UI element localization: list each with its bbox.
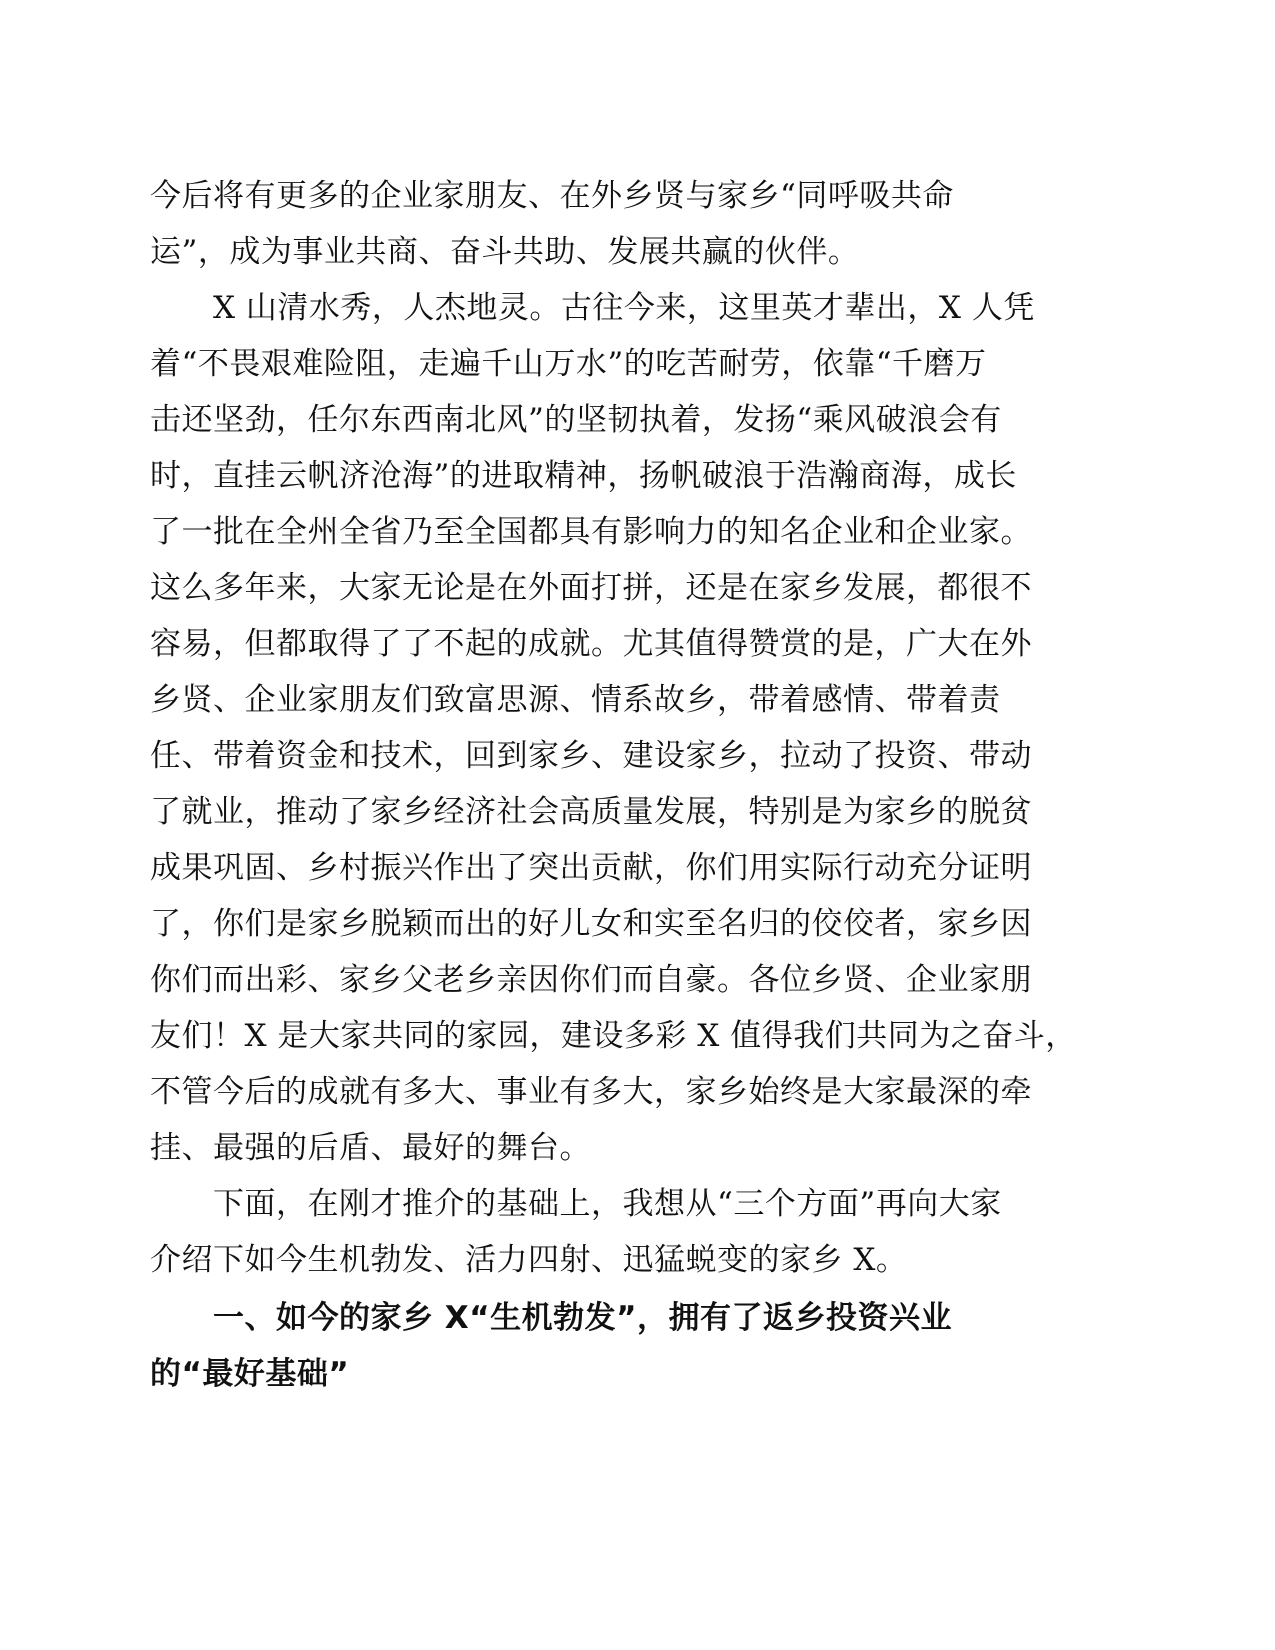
text-line: 容易，但都取得了了不起的成就。尤其值得赞赏的是，广大在外 bbox=[150, 626, 1032, 662]
text-line: X 山清水秀，人杰地灵。古往今来，这里英才辈出，X 人凭 bbox=[213, 290, 1035, 326]
text-line: 友们！X 是大家共同的家园，建设多彩 X 值得我们共同为之奋斗， bbox=[150, 1018, 1077, 1054]
section-heading bbox=[150, 1290, 1050, 1402]
text-line: 了一批在全州全省乃至全国都具有影响力的知名企业和企业家。 bbox=[150, 514, 1032, 550]
text-line: 击还坚劲，任尔东西南北风”的坚韧执着，发扬“乘风破浪会有 bbox=[150, 402, 1002, 438]
text-line: 下面，在刚才推介的基础上，我想从“三个方面”再向大家 bbox=[213, 1186, 1002, 1222]
text-line: 运”，成为事业共商、奋斗共助、发展共赢的伙伴。 bbox=[150, 234, 860, 270]
text-line: 成果巩固、乡村振兴作出了突出贡献，你们用实际行动充分证明 bbox=[150, 850, 1032, 886]
text-line: 这么多年来，大家无论是在外面打拼，还是在家乡发展，都很不 bbox=[150, 570, 1032, 606]
paragraph bbox=[150, 1176, 1050, 1288]
text-line: 你们而出彩、家乡父老乡亲因你们而自豪。各位乡贤、企业家朋 bbox=[150, 962, 1032, 998]
text-line: 着“不畏艰难险阻，走遍千山万水”的吃苦耐劳，依靠“千磨万 bbox=[150, 346, 987, 382]
document-page bbox=[150, 168, 1077, 1402]
paragraph bbox=[150, 168, 1050, 280]
text-line: 了，你们是家乡脱颖而出的好儿女和实至名归的佼佼者，家乡因 bbox=[150, 906, 1032, 942]
heading-line: 一、如今的家乡 X“生机勃发”，拥有了返乡投资兴业 bbox=[213, 1300, 952, 1336]
text-line: 今后将有更多的企业家朋友、在外乡贤与家乡“同呼吸共命 bbox=[150, 178, 954, 214]
text-line: 时，直挂云帆济沧海”的进取精神，扬帆破浪于浩瀚商海，成长 bbox=[150, 458, 1017, 494]
text-line: 乡贤、企业家朋友们致富思源、情系故乡，带着感情、带着责 bbox=[150, 682, 1001, 718]
text-line: 了就业，推动了家乡经济社会高质量发展，特别是为家乡的脱贫 bbox=[150, 794, 1032, 830]
heading-line: 的“最好基础” bbox=[150, 1356, 350, 1392]
text-line: 不管今后的成就有多大、事业有多大，家乡始终是大家最深的牵 bbox=[150, 1074, 1032, 1110]
paragraph bbox=[150, 280, 1077, 1176]
text-line: 挂、最强的后盾、最好的舞台。 bbox=[150, 1130, 591, 1166]
text-line: 介绍下如今生机勃发、活力四射、迅猛蜕变的家乡 X。 bbox=[150, 1242, 908, 1278]
text-line: 任、带着资金和技术，回到家乡、建设家乡，拉动了投资、带动 bbox=[150, 738, 1032, 774]
